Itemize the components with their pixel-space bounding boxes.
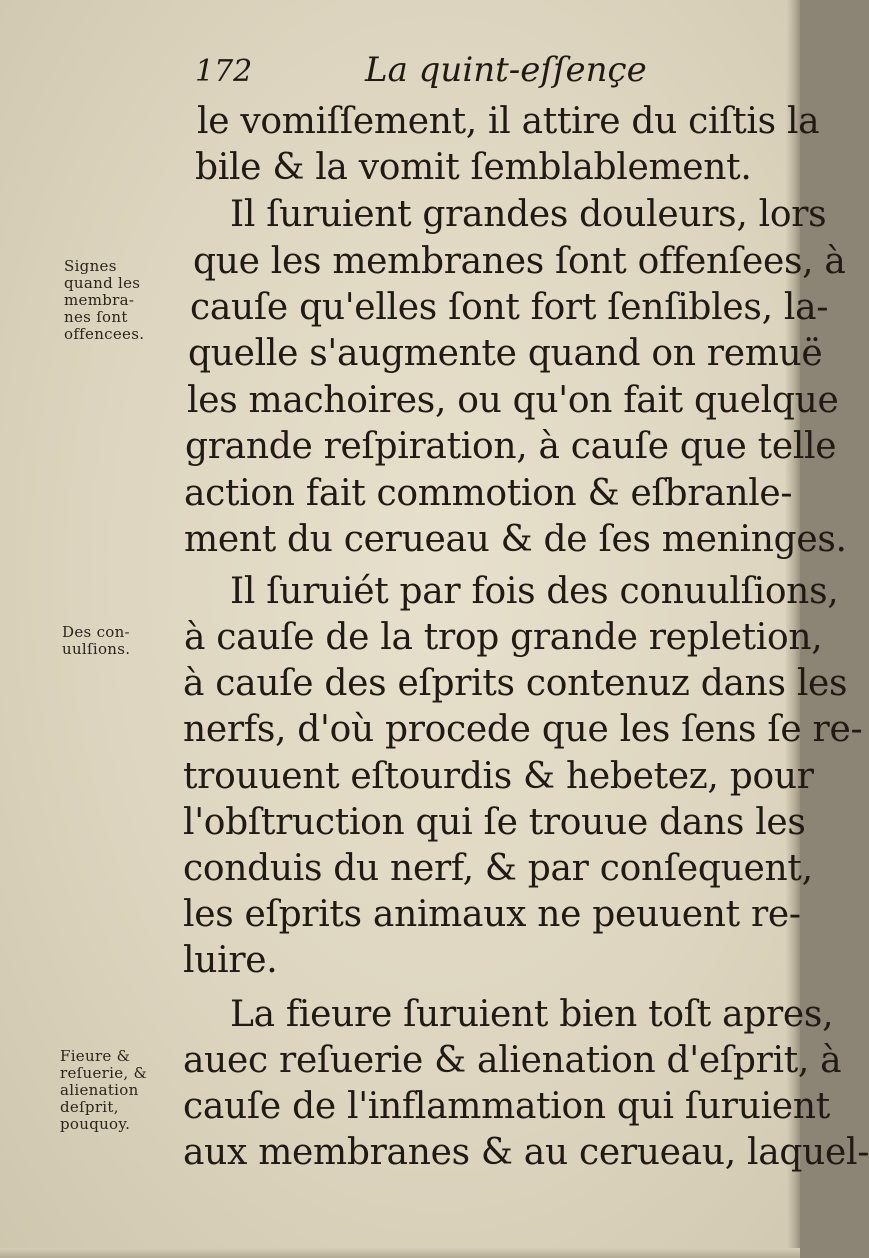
margin-note-line: pouquoy. [60,1115,131,1133]
text-line: ment du cerueau & de ſes meninges. [184,519,847,560]
text-line: conduis du nerf, & par conſequent, [183,848,813,889]
text-line: à cauſe des eſprits contenuz dans les [183,663,848,704]
margin-note-line: alienation [60,1081,139,1099]
margin-note-line: membra- [64,291,135,309]
text-line: luire. [183,940,278,981]
text-line: l'obſtruction qui ſe trouue dans les [183,802,806,843]
text-line: nerfs, d'où procede que les ſens ſe re- [183,709,863,750]
text-line: cauſe qu'elles ſont fort ſenſibles, la- [190,287,829,328]
margin-note-line: reſuerie, & [60,1064,148,1082]
text-line: que les membranes ſont offenſees, à [193,241,846,282]
text-line: bile & la vomit ſemblablement. [195,147,752,188]
text-line: cauſe de l'inflammation qui ſuruient [183,1086,830,1127]
text-line: les machoires, ou qu'on fait quelque [187,380,839,421]
text-line: Il ſuruient grandes douleurs, lors [230,194,827,235]
margin-note-fever [60,1048,147,1133]
margin-note-line: Fieure & [60,1047,131,1065]
text-line: grande reſpiration, à cauſe que telle [185,426,837,467]
margin-note-signs [64,258,144,343]
margin-note-line: quand les [64,274,141,292]
text-line: trouuent eſtourdis & hebetez, pour [183,756,814,797]
text-line: quelle s'augmente quand on remuë [188,333,823,374]
margin-note-line: offencees. [64,325,145,343]
margin-note-line: uulſions. [62,640,131,658]
margin-note-line: Des con- [62,623,130,641]
text-line: les eſprits animaux ne peuuent re- [183,894,801,935]
text-line: à cauſe de la trop grande repletion, [184,617,823,658]
text-line: La fieure ſuruient bien toſt apres, [230,994,834,1035]
margin-note-line: Signes [64,257,117,275]
margin-note-line: deſprit, [60,1098,119,1116]
page-number: 172 [195,54,253,89]
running-title: La quint-eſſençe [365,50,647,90]
text-line: Il ſuruiét par fois des conuulſions, [230,571,839,612]
text-line: le vomiſſement, il attire du ciſtis la [197,101,820,142]
text-line: auec reſuerie & alienation d'eſprit, à [183,1040,842,1081]
text-line: aux membranes & au cerueau, laquel- [183,1132,869,1173]
margin-note-convulsions [62,624,130,658]
text-line: action fait commotion & eſbranle- [184,473,793,514]
margin-note-line: nes ſont [64,308,128,326]
